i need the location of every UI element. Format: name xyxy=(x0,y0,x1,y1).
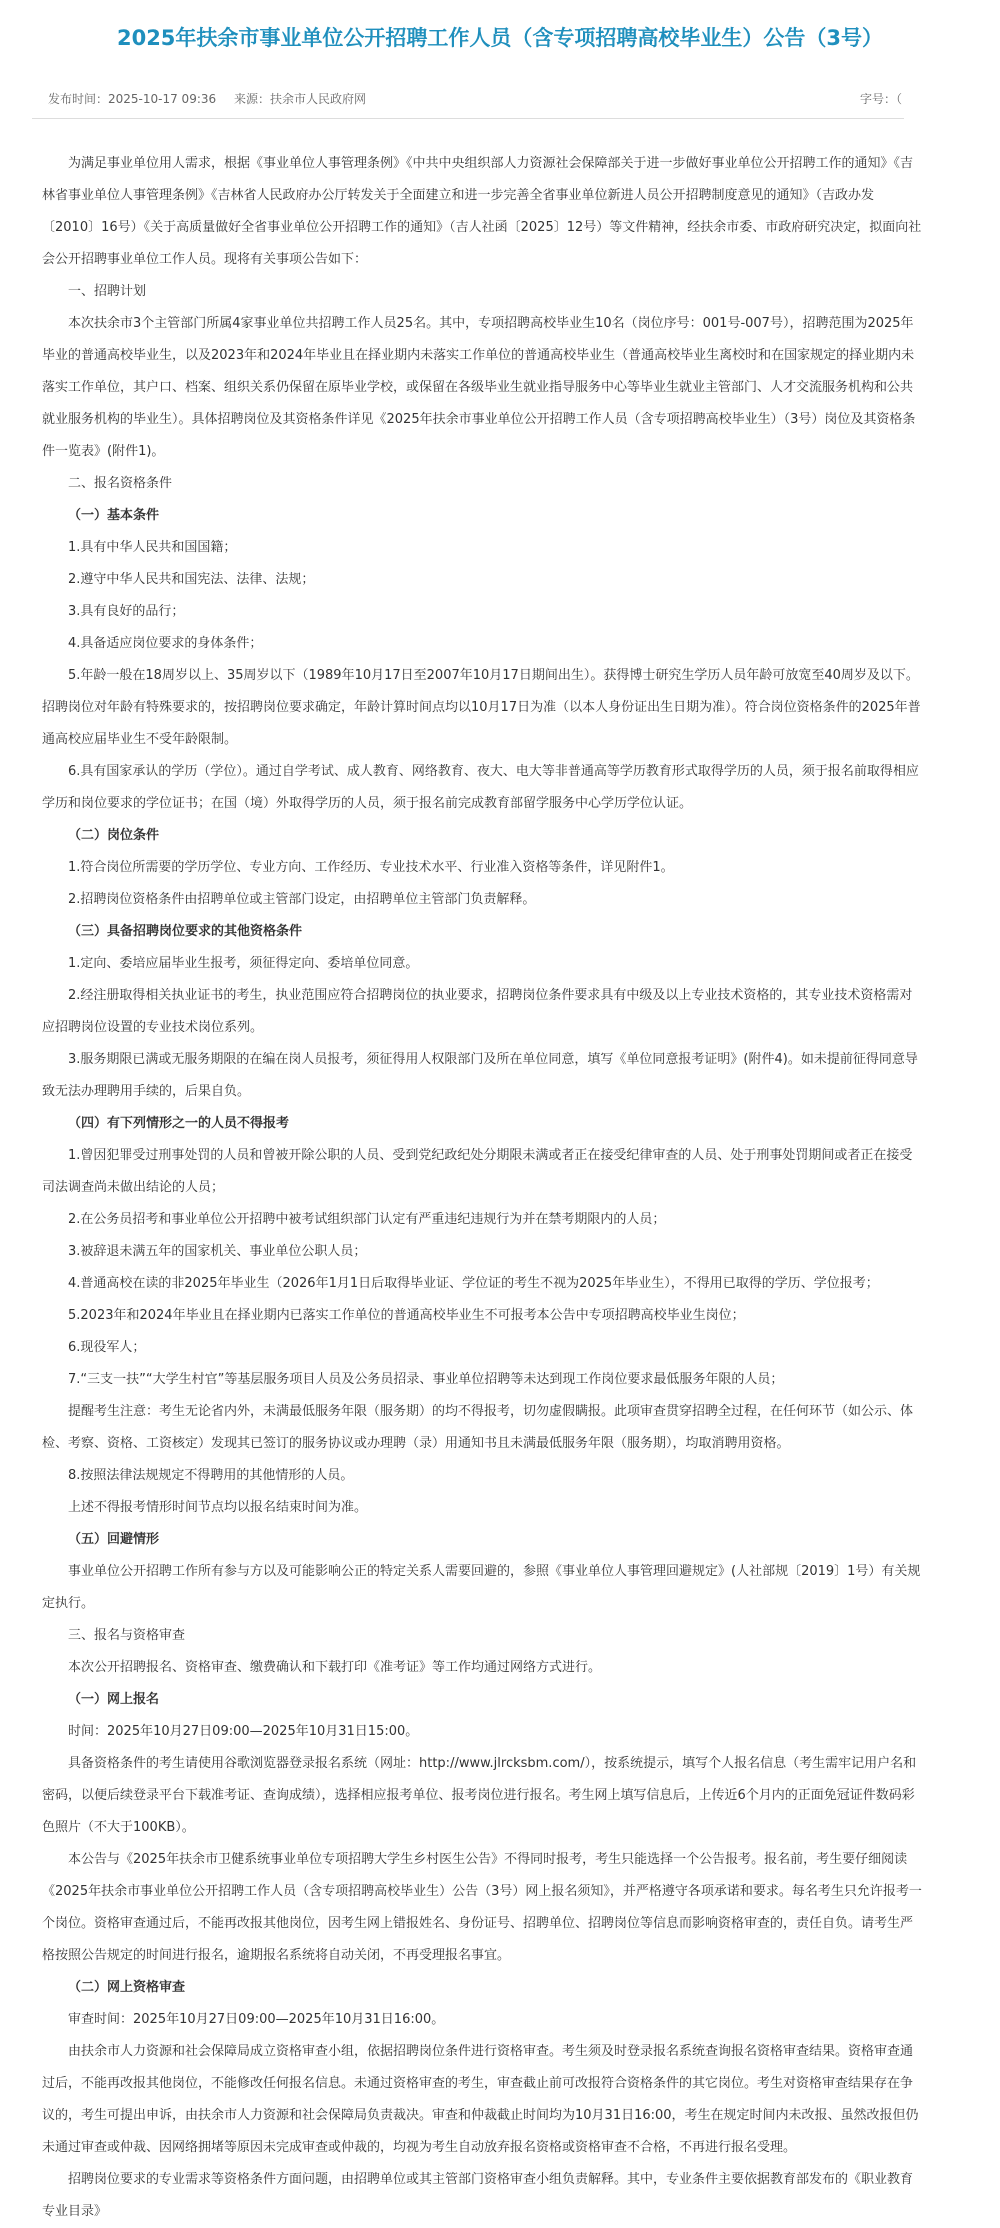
paragraph: 2.遵守中华人民共和国宪法、法律、法规； xyxy=(68,572,315,587)
paragraph: 2.招聘岗位资格条件由招聘单位或主管部门设定，由招聘单位主管部门负责解释。 xyxy=(68,892,536,907)
paragraph: 6.现役军人； xyxy=(68,1340,146,1355)
paragraph: 上述不得报考情形时间节点均以报名结束时间为准。 xyxy=(68,1500,368,1515)
paragraph: 5.2023年和2024年毕业且在择业期内已落实工作单位的普通高校毕业生不可报考本公告中专项招聘高校毕业生岗位； xyxy=(68,1308,745,1323)
section-heading: （四）有下列情形之一的人员不得报考 xyxy=(68,1116,290,1131)
section-heading: （五）回避情形 xyxy=(68,1532,160,1547)
page-title: 2025年扶余市事业单位公开招聘工作人员（含专项招聘高校毕业生）公告（3号） xyxy=(116,26,884,50)
article-meta xyxy=(48,90,380,107)
paragraph: 三、报名与资格审查 xyxy=(68,1628,186,1643)
paragraph: 5.年龄一般在18周岁以上、35周岁以下（1989年10月17日至2007年10月17日期间出生）。获得博士研究生学历人员年龄可放宽至40周岁及以下。招聘岗位对年龄有特殊要求的，按招聘岗位要求确定，年龄计算时间点均以10月17日为准（以本人身份证出生日期为准）。符合岗位资格条件的2025年普通高校应届毕业生不受年龄限制。 xyxy=(42,668,921,747)
paragraph: 本公告与《2025年扶余市卫健系统事业单位专项招聘大学生乡村医生公告》不得同时报考，考生只能选择一个公告报考。报名前，考生要仔细阅读《2025年扶余市事业单位公开招聘工作人员（含专项招聘高校毕业生）公告（3号）网上报名须知》，并严格遵守各项承诺和要求。每名考生只允许报考一个岗位。资格审查通过后，不能再改报其他岗位，因考生网上错报姓名、身份证号、招聘单位、招聘岗位等信息而影响资格审查的，责任自负。请考生严格按照公告规定的时间进行报名，逾期报名系统将自动关闭，不再受理报名事宜。 xyxy=(42,1852,922,1963)
paragraph: 2.经注册取得相关执业证书的考生，执业范围应符合招聘岗位的执业要求，招聘岗位条件要求具有中级及以上专业技术资格的，其专业技术资格需对应招聘岗位设置的专业技术岗位系列。 xyxy=(42,988,913,1035)
paragraph: 4.具备适应岗位要求的身体条件； xyxy=(68,636,263,651)
source: 来源：扶余市人民政府网 xyxy=(233,92,366,106)
article-body xyxy=(42,148,922,2228)
section-heading: （三）具备招聘岗位要求的其他资格条件 xyxy=(68,924,303,939)
paragraph: 1.符合岗位所需要的学历学位、专业方向、工作经历、专业技术水平、行业准入资格等条件，详见附件1。 xyxy=(68,860,674,875)
paragraph: 1.定向、委培应届毕业生报考，须征得定向、委培单位同意。 xyxy=(68,956,419,971)
publish-time: 发布时间：2025-10-17 09:36 xyxy=(48,92,217,106)
section-heading: （二）岗位条件 xyxy=(68,828,160,843)
paragraph: 招聘岗位要求的专业需求等资格条件方面问题，由招聘单位或其主管部门资格审查小组负责解释。其中，专业条件主要依据教育部发布的《职业教育专业目录》 xyxy=(42,2172,914,2219)
paragraph: 审查时间：2025年10月27日09:00—2025年10月31日16:00。 xyxy=(68,2012,445,2027)
paragraph: 由扶余市人力资源和社会保障局成立资格审查小组，依据招聘岗位条件进行资格审查。考生须及时登录报名系统查询报名资格审查结果。资格审查通过后，不能再改报其他岗位，不能修改任何报名信息。未通过资格审查的考生，审查截止前可改报符合资格条件的其它岗位。考生对资格审查结果存在争议的，考生可提出申诉，由扶余市人力资源和社会保障局负责裁决。审查和仲裁截止时间均为10月31日16:00，考生在规定时间内未改报、虽然改报但仍未通过审查或仲裁、因网络拥堵等原因未完成审查或仲裁的，均视为考生自动放弃报名资格或资格审查不合格，不再进行报名受理。 xyxy=(42,2044,919,2155)
font-size-control[interactable]: 字号：（ xyxy=(860,92,903,106)
paragraph: 3.被辞退未满五年的国家机关、事业单位公职人员； xyxy=(68,1244,367,1259)
section-heading: （一）网上报名 xyxy=(68,1692,160,1707)
paragraph: 本次公开招聘报名、资格审查、缴费确认和下载打印《准考证》等工作均通过网络方式进行。 xyxy=(68,1660,602,1675)
paragraph: 时间：2025年10月27日09:00—2025年10月31日15:00。 xyxy=(68,1724,419,1739)
section-heading: （二）网上资格审查 xyxy=(68,1980,186,1995)
paragraph: 3.具有良好的品行； xyxy=(68,604,185,619)
paragraph: 二、报名资格条件 xyxy=(68,476,173,491)
paragraph: 6.具有国家承认的学历（学位）。通过自学考试、成人教育、网络教育、夜大、电大等非普通高等学历教育形式取得学历的人员，须于报名前取得相应学历和岗位要求的学位证书；在国（境）外取得学历的人员，须于报名前完成教育部留学服务中心学历学位认证。 xyxy=(42,764,919,811)
paragraph: 具备资格条件的考生请使用谷歌浏览器登录报名系统（网址：http://www.jlrcksbm.com/），按系统提示，填写个人报名信息（考生需牢记用户名和密码，以便后续登录平台下载准考证、查询成绩），选择相应报考单位、报考岗位进行报名。考生网上填写信息后，上传近6个月内的正面免冠证件数码彩色照片（不大于100KB）。 xyxy=(42,1756,917,1835)
paragraph: 提醒考生注意：考生无论省内外，未满最低服务年限（服务期）的均不得报考，切勿虚假瞒报。此项审查贯穿招聘全过程，在任何环节（如公示、体检、考察、资格、工资核定）发现其已签订的服务协议或办理聘（录）用通知书且未满最低服务年限（服务期），均取消聘用资格。 xyxy=(42,1404,914,1451)
divider xyxy=(32,118,904,119)
paragraph: 1.具有中华人民共和国国籍； xyxy=(68,540,237,555)
paragraph: 7.“三支一扶”“大学生村官”等基层服务项目人员及公务员招录、事业单位招聘等未达到现工作岗位要求最低服务年限的人员； xyxy=(68,1372,784,1387)
section-heading: （一）基本条件 xyxy=(68,508,160,523)
paragraph: 本次扶余市3个主管部门所属4家事业单位共招聘工作人员25名。其中，专项招聘高校毕业生10名（岗位序号：001号-007号），招聘范围为2025年毕业的普通高校毕业生，以及2023年和2024年毕业且在择业期内未落实工作单位的普通高校毕业生（普通高校毕业生离校时和在国家规定的择业期内未落实工作单位，其户口、档案、组织关系仍保留在原毕业学校，或保留在各级毕业生就业指导服务中心等毕业生就业主管部门、人才交流服务机构和公共就业服务机构的毕业生）。具体招聘岗位及其资格条件详见《2025年扶余市事业单位公开招聘工作人员（含专项招聘高校毕业生）（3号）岗位及其资格条件一览表》(附件1)。 xyxy=(42,316,916,459)
paragraph: 8.按照法律法规规定不得聘用的其他情形的人员。 xyxy=(68,1468,354,1483)
paragraph: 2.在公务员招考和事业单位公开招聘中被考试组织部门认定有严重违纪违规行为并在禁考期限内的人员； xyxy=(68,1212,666,1227)
paragraph: 事业单位公开招聘工作所有参与方以及可能影响公正的特定关系人需要回避的，参照《事业单位人事管理回避规定》(人社部规〔2019〕1号）有关规定执行。 xyxy=(42,1564,921,1611)
paragraph: 1.曾因犯罪受过刑事处罚的人员和曾被开除公职的人员、受到党纪政纪处分期限未满或者正在接受纪律审查的人员、处于刑事处罚期间或者正在接受司法调查尚未做出结论的人员； xyxy=(42,1148,913,1195)
paragraph: 为满足事业单位用人需求，根据《事业单位人事管理条例》《中共中央组织部人力资源社会保障部关于进一步做好事业单位公开招聘工作的通知》《吉林省事业单位人事管理条例》《吉林省人民政府办公厅转发关于全面建立和进一步完善全省事业单位新进人员公开招聘制度意见的通知》（吉政办发〔2010〕16号）《关于高质量做好全省事业单位公开招聘工作的通知》（吉人社函〔2025〕12号）等文件精神，经扶余市委、市政府研究决定，拟面向社会公开招聘事业单位工作人员。现将有关事项公告如下： xyxy=(42,156,922,267)
paragraph: 3.服务期限已满或无服务期限的在编在岗人员报考，须征得用人权限部门及所在单位同意，填写《单位同意报考证明》(附件4)。如未提前征得同意导致无法办理聘用手续的，后果自负。 xyxy=(42,1052,918,1099)
paragraph: 一、招聘计划 xyxy=(68,284,147,299)
paragraph: 4.普通高校在读的非2025年毕业生（2026年1月1日后取得毕业证、学位证的考生不视为2025年毕业生），不得用已取得的学历、学位报考； xyxy=(68,1276,879,1291)
